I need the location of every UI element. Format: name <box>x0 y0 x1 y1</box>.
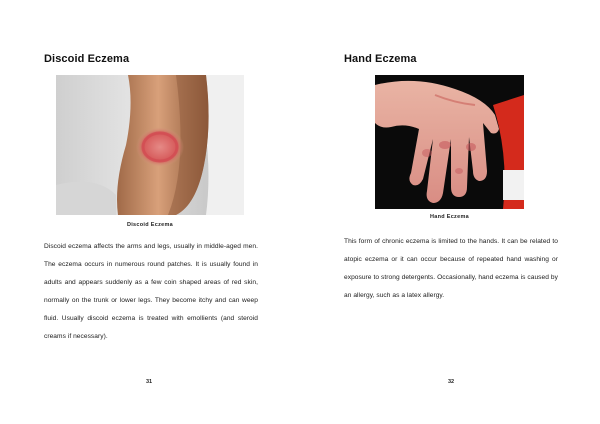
page-number: 32 <box>447 379 455 385</box>
image-caption: Discoid Eczema <box>126 222 174 228</box>
page-title: Hand Eczema <box>344 53 417 65</box>
body-paragraph: Discoid eczema affects the arms and legs, usually in middle-aged men. The eczema occurs in numerous round patches. It is usually found in adults and appears suddenly as a few coin shaped areas of red skin, normally on the trunk or lower legs. They become itchy and can weep fluid. Usually discoid eczema is treated with emollients (and steroid creams if necessary). <box>44 243 258 340</box>
hand-eczema-photo <box>375 75 524 209</box>
page-number: 31 <box>145 379 153 385</box>
body-paragraph: This form of chronic eczema is limited to the hands. It can be related to atopic eczema or it can occur because of repeated hand washing or exposure to strong detergents. Occasionally, hand eczema is caused by an allergy, such as a latex allergy. <box>344 238 558 299</box>
discoid-eczema-photo <box>56 75 244 215</box>
image-caption: Hand Eczema <box>429 214 470 220</box>
page-title: Discoid Eczema <box>44 53 130 65</box>
right-page <box>300 0 600 424</box>
